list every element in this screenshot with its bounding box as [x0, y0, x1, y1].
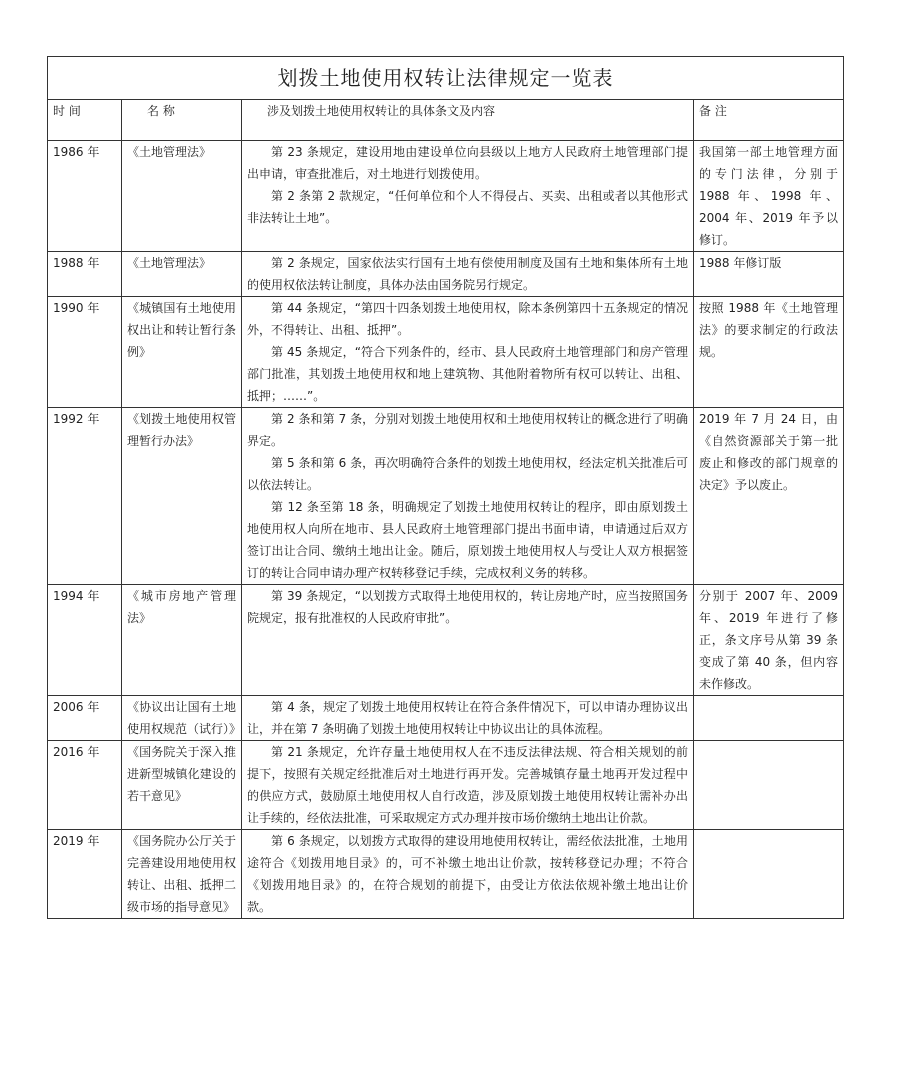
row-content — [242, 252, 694, 297]
content-paragraph: 第 23 条规定，建设用地由建设单位向县级以上地方人民政府土地管理部门提出申请，审查批准后，对土地进行划拨使用。 — [247, 145, 688, 181]
row-year: 1992 年 — [48, 408, 122, 585]
content-paragraph: 第 2 条和第 7 条，分别对划拨土地使用权和土地使用权转让的概念进行了明确界定。 — [247, 412, 688, 448]
regulation-table — [47, 56, 844, 919]
content-paragraph: 第 2 条第 2 款规定，“任何单位和个人不得侵占、买卖、出租或者以其他形式非法转让土地”。 — [247, 189, 688, 225]
row-note: 1988 年修订版 — [694, 252, 844, 297]
row-year: 1986 年 — [48, 141, 122, 252]
row-note: 我国第一部土地管理方面的专门法律，分别于 1988 年、1998 年、2004 年、2019 年予以修订。 — [694, 141, 844, 252]
content-paragraph: 第 12 条至第 18 条，明确规定了划拨土地使用权转让的程序，即由原划拨土地使用权人向所在地市、县人民政府土地管理部门提出书面申请，申请通过后双方签订出让合同、缴纳土地出让金。随后，原划拨土地使用权人与受让人双方根据签订的转让合同申请办理产权转移登记手续，完成权利义务的转移。 — [247, 500, 688, 580]
row-content — [242, 585, 694, 696]
row-name: 《城镇国有土地使用权出让和转让暂行条例》 — [122, 297, 242, 408]
header-note: 备 注 — [694, 100, 844, 141]
row-note — [694, 830, 844, 919]
row-year: 2019 年 — [48, 830, 122, 919]
row-note — [694, 741, 844, 830]
row-name: 《国务院关于深入推进新型城镇化建设的若干意见》 — [122, 741, 242, 830]
row-note: 分别于 2007 年、2009 年、2019 年进行了修正，条文序号从第 39 条变成了第 40 条，但内容未作修改。 — [694, 585, 844, 696]
table-row — [48, 252, 844, 297]
row-year: 2016 年 — [48, 741, 122, 830]
row-name: 《国务院办公厅关于完善建设用地使用权转让、出租、抵押二级市场的指导意见》 — [122, 830, 242, 919]
row-year: 1988 年 — [48, 252, 122, 297]
row-name: 《划拨土地使用权管理暂行办法》 — [122, 408, 242, 585]
row-name: 《协议出让国有土地使用权规范（试行）》 — [122, 696, 242, 741]
row-content — [242, 741, 694, 830]
row-content — [242, 141, 694, 252]
table-row — [48, 141, 844, 252]
row-year: 1990 年 — [48, 297, 122, 408]
row-year: 2006 年 — [48, 696, 122, 741]
header-time: 时 间 — [48, 100, 122, 141]
row-name: 《土地管理法》 — [122, 141, 242, 252]
content-paragraph: 第 6 条规定，以划拨方式取得的建设用地使用权转让，需经依法批准，土地用途符合《划拨用地目录》的，可不补缴土地出让价款，按转移登记办理；不符合《划拨用地目录》的，在符合规划的前提下，由受让方依法依规补缴土地出让价款。 — [247, 834, 688, 914]
table-row — [48, 696, 844, 741]
header-content: 涉及划拨土地使用权转让的具体条文及内容 — [242, 100, 694, 141]
content-paragraph: 第 5 条和第 6 条，再次明确符合条件的划拨土地使用权，经法定机关批准后可以依法转让。 — [247, 456, 688, 492]
row-year: 1994 年 — [48, 585, 122, 696]
table-row — [48, 585, 844, 696]
row-note — [694, 696, 844, 741]
table-row — [48, 408, 844, 585]
table-row — [48, 830, 844, 919]
header-name: 名 称 — [122, 100, 242, 141]
content-paragraph: 第 21 条规定，允许存量土地使用权人在不违反法律法规、符合相关规划的前提下，按照有关规定经批准后对土地进行再开发。完善城镇存量土地再开发过程中的供应方式，鼓励原土地使用权人自行改造，涉及原划拨土地使用权转让需补办出让手续的，经依法批准，可采取规定方式办理并按市场价缴纳土地出让价款。 — [247, 745, 688, 825]
row-name: 《城市房地产管理法》 — [122, 585, 242, 696]
row-name: 《土地管理法》 — [122, 252, 242, 297]
table-row — [48, 741, 844, 830]
table-title: 划拨土地使用权转让法律规定一览表 — [48, 57, 844, 100]
row-content — [242, 696, 694, 741]
content-paragraph: 第 39 条规定，“以划拨方式取得土地使用权的，转让房地产时，应当按照国务院规定，报有批准权的人民政府审批”。 — [247, 589, 688, 625]
content-paragraph: 第 4 条，规定了划拨土地使用权转让在符合条件情况下，可以申请办理协议出让，并在第 7 条明确了划拨土地使用权转让中协议出让的具体流程。 — [247, 700, 688, 736]
content-paragraph: 第 44 条规定，“第四十四条划拨土地使用权，除本条例第四十五条规定的情况外，不得转让、出租、抵押”。 — [247, 301, 688, 337]
content-paragraph: 第 2 条规定，国家依法实行国有土地有偿使用制度及国有土地和集体所有土地的使用权依法转让制度，具体办法由国务院另行规定。 — [247, 256, 688, 292]
header-row — [48, 100, 844, 141]
row-content — [242, 408, 694, 585]
row-note: 2019 年 7 月 24 日，由《自然资源部关于第一批废止和修改的部门规章的决定》予以废止。 — [694, 408, 844, 585]
row-content — [242, 830, 694, 919]
row-note: 按照 1988 年《土地管理法》的要求制定的行政法规。 — [694, 297, 844, 408]
row-content — [242, 297, 694, 408]
content-paragraph: 第 45 条规定，“符合下列条件的，经市、县人民政府土地管理部门和房产管理部门批准，其划拨土地使用权和地上建筑物、其他附着物所有权可以转让、出租、抵押；……”。 — [247, 345, 688, 403]
table-row — [48, 297, 844, 408]
